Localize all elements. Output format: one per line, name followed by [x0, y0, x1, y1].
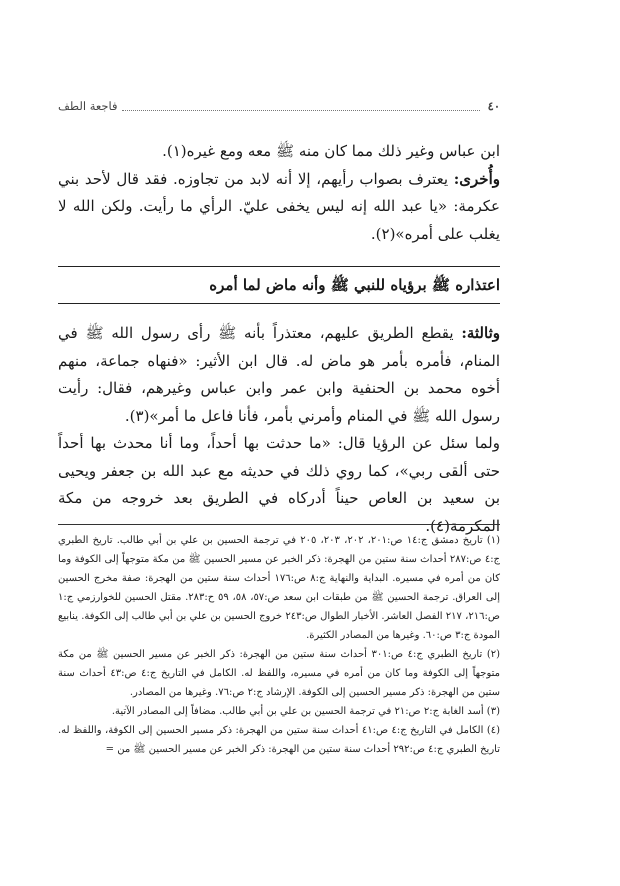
footnote: (١) تاريخ دمشق ج:١٤ ص:٢٠١، ٢٠٢، ٢٠٣، ٢٠٥ في ترجمة الحسين بن علي بن أبي طالب. تاريخ الطبري ج:٤ ص:٢٨٧ أحداث سنة ستين من الهجرة: ذكر الخبر عن مسير الحسين ﷺ من مكة متوجهاً إلى الكوفة وما كان من أمره في مسيره. البداية والنهاية ج:٨ ص:١٧٦ أحداث سنة ستين من الهجرة: صفة مخرج الحسين إلى العراق. ترجمة الحسين ﷺ من طبقات ابن سعد ص:٥٧، ٥٨، ٥٩ ح:٢٨٣. مقتل الحسين للخوارزمي ج:١ ص:٢١٦، ٢١٧ الفصل العاشر. الأخبار الطوال ص:٢٤٣ خروج الحسين بن علي بن أبي طالب إلى الكوفة. ينابيع المودة ج:٣ ص:٦٠. وغيرها من المصادر الكثيرة. — [58, 535, 501, 641]
paragraph — [58, 166, 500, 249]
paragraph-text: يعترف بصواب رأيهم، إلا أنه لابد من تجاوزه. فقد قال لأحد بني عكرمة: «يا عبد الله إنه ليس يخفى عليّ. الرأي ما رأيت. ولكن الله لا يغلب على أمره»(٢). — [58, 169, 500, 243]
paragraph-lead: وثالثة: — [461, 324, 500, 342]
running-title: فاجعة الطف — [58, 99, 118, 113]
paragraph: ابن عباس وغير ذلك مما كان منه ﷺ معه ومع غيره(١). — [162, 142, 500, 160]
footnote: (٣) أسد الغابة ج:٢ ص:٢١ في ترجمة الحسين بن علي بن أبي طالب. مضافاً إلى المصادر الآتية. — [111, 706, 500, 717]
footnote: (٤) الكامل في التاريخ ج:٤ ص:٤١ أحداث سنة ستين من الهجرة: ذكر مسير الحسين إلى الكوفة، واللفظ له. تاريخ الطبري ج:٤ ص:٢٩٢ أحداث سنة ستين من الهجرة: ذكر الخبر عن مسير الحسين ﷺ من = — [58, 725, 500, 755]
running-header — [58, 97, 500, 115]
main-text — [58, 138, 500, 540]
paragraph-text: يقطع الطريق عليهم، معتذراً بأنه ﷺ رأى رسول الله ﷺ في المنام، فأمره بأمر هو ماض له. قال ابن الأثير: «فنهاه جماعة، منهم أخوه محمد بن الحنفية وابن عمر وابن عباس وغيرهم، فقال: رأيت رسول الله ﷺ في المنام وأمرني بأمر، فأنا فاعل ما أمر»(٣). — [58, 324, 500, 425]
paragraph — [58, 320, 500, 430]
header-dot-leader — [122, 101, 480, 111]
section-heading: اعتذاره ﷺ برؤياه للنبي ﷺ وأنه ماض لما أمره — [58, 266, 500, 304]
footnote-separator — [58, 524, 500, 525]
footnote: (٢) تاريخ الطبري ج:٤ ص:٣٠١ أحداث سنة ستين من الهجرة: ذكر الخبر عن مسير الحسين ﷺ من مكة متوجهاً إلى الكوفة وما كان من أمره في مسيره، واللفظ له. الكامل في التاريخ ج:٤ ص:٤٣ أحداث سنة ستين من الهجرة: ذكر مسير الحسين إلى الكوفة. الإرشاد ج:٢ ص:٧٦. وغيرها من المصادر. — [58, 649, 501, 698]
page-number: ٤٠ — [487, 99, 500, 113]
paragraph-lead: وأُخرى: — [453, 169, 500, 188]
paragraph: ولما سئل عن الرؤيا قال: «ما حدثت بها أحداً، وما أنا محدث بها أحداً حتى ألقى ربي»، كما روي ذلك في حديثه مع عبد الله بن جعفر ويحيى بن سعيد بن العاص حيناً أدركاه في الطريق بعد خروجه من مكة المكرمة(٤). — [58, 434, 500, 535]
spacer — [58, 304, 500, 320]
footnotes — [58, 531, 500, 759]
